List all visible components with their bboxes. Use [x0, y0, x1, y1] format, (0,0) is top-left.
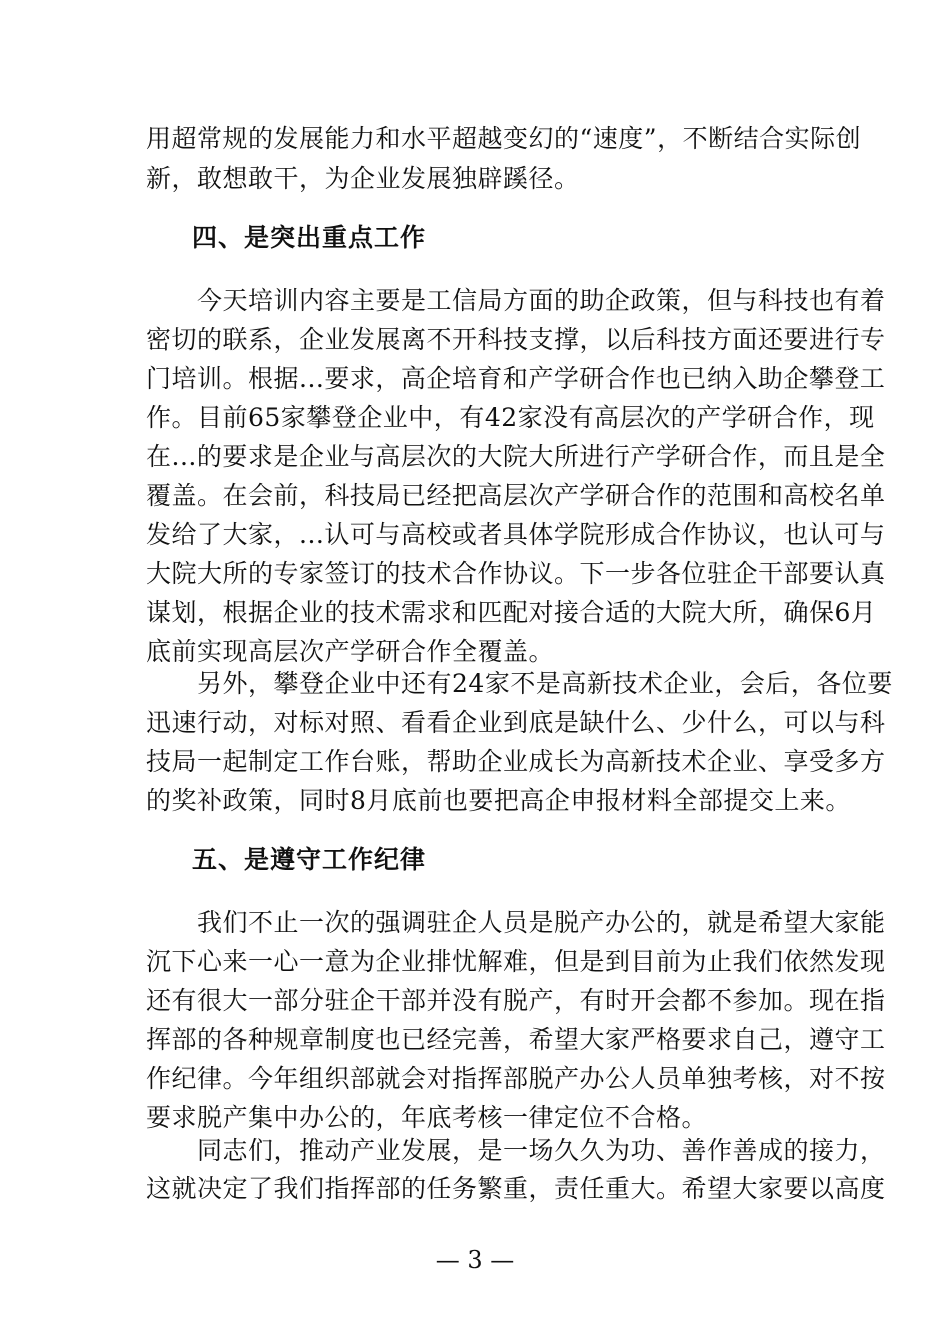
text-line: 要求脱产集中办公的，年底考核一律定位不合格。 — [146, 1103, 708, 1132]
text-line: 今天培训内容主要是工信局方面的助企政策，但与科技也有着 — [146, 286, 886, 315]
text-line: 在...的要求是企业与高层次的大院大所进行产学研合作，而且是全 — [146, 442, 886, 471]
page-number: — 3 — — [435, 1246, 515, 1274]
section-heading: 五、是遵守工作纪律 — [192, 845, 427, 874]
text-line: 覆盖。在会前，科技局已经把高层次产学研合作的范围和高校名单 — [146, 481, 886, 510]
text-line: 这就决定了我们指挥部的任务繁重，责任重大。希望大家要以高度 — [146, 1174, 886, 1203]
text-line: 大院大所的专家签订的技术合作协议。下一步各位驻企干部要认真 — [146, 559, 886, 588]
text-line: 我们不止一次的强调驻企人员是脱产办公的，就是希望大家能 — [146, 908, 886, 937]
text-line: 用超常规的发展能力和水平超越变幻的“速度”，不断结合实际创 — [146, 124, 862, 153]
text-line: 密切的联系，企业发展离不开科技支撑，以后科技方面还要进行专 — [146, 325, 886, 354]
text-line: 底前实现高层次产学研合作全覆盖。 — [146, 637, 555, 666]
text-line: 作。目前65家攀登企业中，有42家没有高层次的产学研合作，现 — [146, 403, 875, 432]
text-line: 新，敢想敢干，为企业发展独辟蹊径。 — [146, 164, 580, 193]
text-line: 技局一起制定工作台账，帮助企业成长为高新技术企业、享受多方 — [146, 747, 886, 776]
text-line: 门培训。根据...要求，高企培育和产学研合作也已纳入助企攀登工 — [146, 364, 886, 393]
text-line: 谋划，根据企业的技术需求和匹配对接合适的大院大所，确保6月 — [146, 598, 877, 627]
text-line: 迅速行动，对标对照、看看企业到底是缺什么、少什么，可以与科 — [146, 708, 886, 737]
text-line: 还有很大一部分驻企干部并没有脱产，有时开会都不参加。现在指 — [146, 986, 886, 1015]
text-line: 另外，攀登企业中还有24家不是高新技术企业，会后，各位要 — [146, 669, 893, 698]
text-line: 同志们，推动产业发展，是一场久久为功、善作善成的接力， — [146, 1136, 886, 1165]
text-line: 发给了大家，...认可与高校或者具体学院形成合作协议，也认可与 — [146, 520, 886, 549]
text-line: 沉下心来一心一意为企业排忧解难，但是到目前为止我们依然发现 — [146, 947, 886, 976]
section-heading: 四、是突出重点工作 — [192, 223, 427, 252]
text-line: 挥部的各种规章制度也已经完善，希望大家严格要求自己，遵守工 — [146, 1025, 886, 1054]
text-line: 的奖补政策，同时8月底前也要把高企申报材料全部提交上来。 — [146, 786, 851, 815]
text-line: 作纪律。今年组织部就会对指挥部脱产办公人员单独考核，对不按 — [146, 1064, 886, 1093]
